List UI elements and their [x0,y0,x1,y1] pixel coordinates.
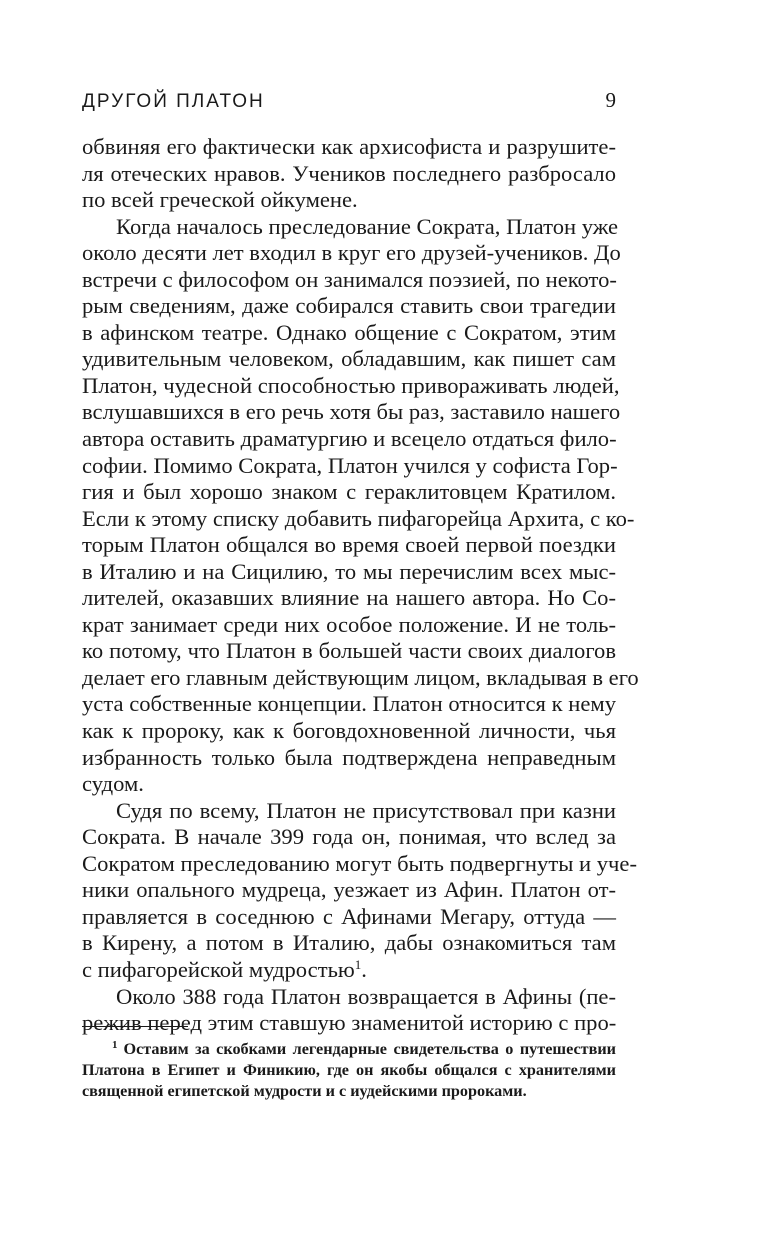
text-line: ко потому, что Платон в большей части своих диалогов [82,638,616,664]
text-line: Судя по всему, Платон не присутствовал при казни [116,797,616,823]
text-line: удивительным человеком, обладавшим, как пишет сам [82,346,616,372]
text-line: крат занимает среди них особое положение. И не толь- [82,611,616,637]
text-line: уста собственные концепции. Платон относится к нему [82,691,616,717]
body-text [82,134,639,1037]
text-line: встречи с философом он занимался поэзией, по некото- [82,266,617,292]
footnote-reference[interactable]: 1 [354,956,362,972]
footnote-separator [82,1026,188,1027]
text-line: ля отеческих нравов. Учеников последнего разбросало [82,160,616,186]
footnote [82,1039,616,1102]
footnote-marker: 1 [112,1039,118,1051]
text-line: около десяти лет входил в круг его друзей-учеников. До [82,240,621,266]
text-line: ники опального мудреца, уезжает из Афин. Платон от- [82,877,616,903]
text-line: в Италию и на Сицилию, то мы перечислим всех мыс- [82,558,616,584]
text-line: гия и был хорошо знаком с гераклитовцем Кратилом. [82,479,616,505]
text-line: рым сведениям, даже собирался ставить свои трагедии [82,293,616,319]
text-line: судом. [82,771,144,797]
text-line: правляется в соседнюю с Афинами Мегару, оттуда — [82,903,616,929]
text-line: режив перед этим ставшую знаменитой историю с про- [82,1010,617,1036]
text-line: с пифагорейской мудростью$^1$. [82,956,367,982]
running-head-title: ДРУГОЙ ПЛАТОН [82,91,265,112]
text-line: по всей греческой ойкумене. [82,187,358,213]
text-line: вслушавшихся в его речь хотя бы раз, заставило нашего [82,399,621,425]
text-line: торым Платон общался во время своей первой поездки [82,532,616,558]
footnote-line-content: Оставим за скобками легендарные свидетельства о путешествии [123,1040,616,1058]
text-line: избранность только была подтверждена неправедным [82,744,616,770]
page-number: 9 [605,88,616,112]
text-line: обвиняя его фактически как архисофиста и разрушите- [82,134,616,159]
running-head [82,88,616,118]
text-line: Сократом преследованию могут быть подвергнуты и уче- [82,850,637,876]
text-line-content: с пифагорейской мудростью [82,956,355,982]
text-line: как к пророку, как к боговдохновенной личности, чья [82,718,616,744]
footnote-line: священной египетской мудрости и с иудейскими пророками. [82,1082,527,1100]
footnote-line [82,1039,616,1060]
text-line: Когда началось преследование Сократа, Платон уже [116,213,619,239]
text-line: делает его главным действующим лицом, вкладывая в его [82,664,639,690]
text-line: Платон, чудесной способностью привораживать людей, [82,372,620,398]
text-line: Если к этому списку добавить пифагорейца Архита, с ко- [82,505,635,531]
text-line: лителей, оказавших влияние на нашего автора. Но Со- [82,585,616,611]
text-line: Около 388 года Платон возвращается в Афины (пе- [116,983,616,1009]
text-line: в афинском театре. Однако общение с Сократом, этим [82,319,616,345]
footnote-line: Платона в Египет и Финикию, где он якобы общался с хранителями [82,1061,616,1079]
text-line: софии. Помимо Сократа, Платон учился у софиста Гор- [82,452,618,478]
text-line: в Кирену, а потом в Италию, дабы ознакомиться там [82,930,616,956]
text-line: автора оставить драматургию и всецело отдаться фило- [82,426,617,452]
text-line: Сократа. В начале 399 года он, понимая, что вслед за [82,824,616,850]
